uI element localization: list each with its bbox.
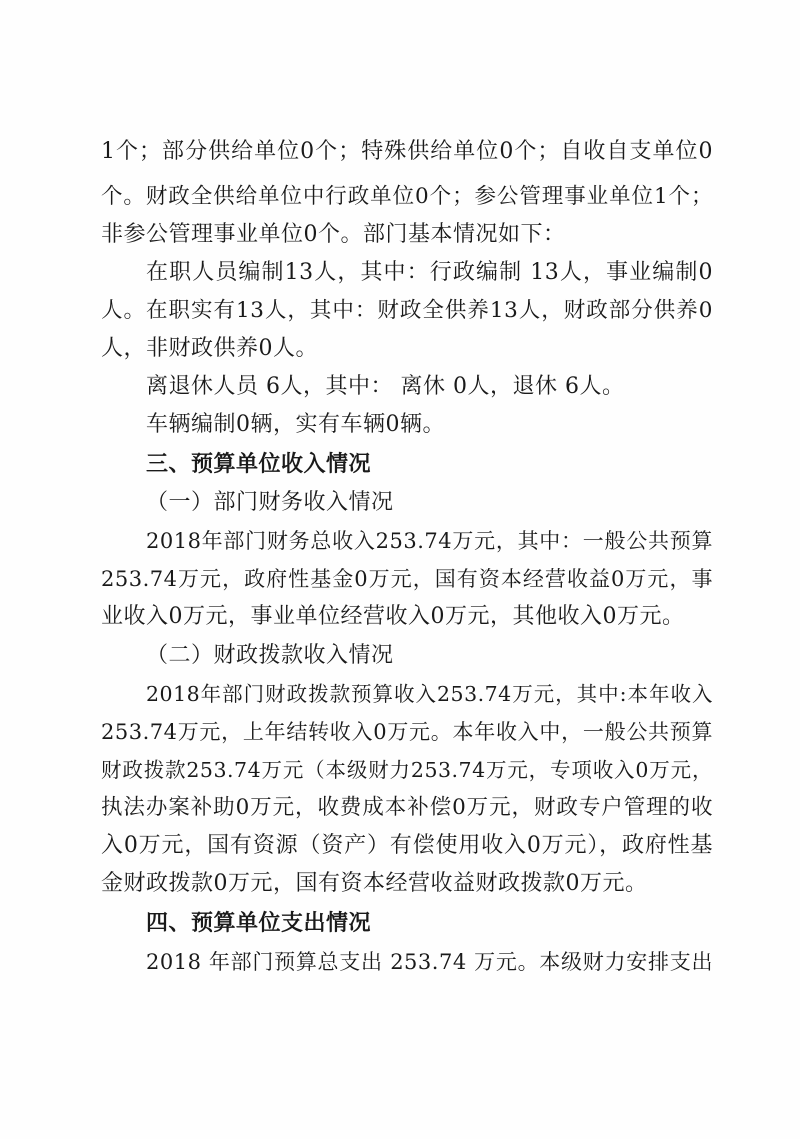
paragraph-line: 人，非财政供养0人。: [101, 336, 318, 361]
paragraph-line: 财政拨款253.74万元（本级财力253.74万元，专项收入0万元，: [101, 758, 713, 782]
paragraph-line: 车辆编制0辆，实有车辆0辆。: [146, 412, 445, 437]
paragraph-line: 1个；部分供给单位0个；特殊供给单位0个；自收自支单位0: [101, 139, 713, 164]
paragraph-line: 入0万元，国有资源（资产）有偿使用收入0万元），政府性基: [101, 833, 713, 858]
paragraph-line: 253.74万元，上年结转收入0万元。本年收入中，一般公共预算: [101, 720, 713, 744]
paragraph-line: 执法办案补助0万元，收费成本补偿0万元，财政专户管理的收: [101, 795, 713, 820]
paragraph-line: 人。在职实有13人，其中：财政全供养13人，财政部分供养0: [101, 298, 713, 323]
paragraph-line: 2018 年部门预算总支出 253.74 万元。本级财力安排支出: [146, 950, 713, 974]
paragraph-line: 2018年部门财政拨款预算收入253.74万元，其中:本年收入: [146, 682, 713, 706]
subsection-heading: （一）部门财务收入情况: [146, 490, 394, 515]
paragraph-line: 业收入0万元，事业单位经营收入0万元，其他收入0万元。: [101, 604, 685, 629]
paragraph-line: 253.74万元，政府性基金0万元，国有资本经营收益0万元，事: [101, 567, 713, 591]
subsection-heading: （二）财政拨款收入情况: [146, 643, 394, 668]
paragraph-line: 离退休人员 6人，其中： 离休 0人，退休 6人。: [146, 374, 625, 399]
paragraph-line: 在职人员编制13人，其中：行政编制 13人，事业编制0: [146, 260, 713, 285]
paragraph-line: 个。财政全供给单位中行政单位0个；参公管理事业单位1个；: [101, 184, 713, 209]
paragraph-line: 2018年部门财务总收入253.74万元，其中：一般公共预算: [146, 529, 713, 553]
paragraph-line: 非参公管理事业单位0个。部门基本情况如下：: [101, 222, 566, 247]
paragraph-line: 金财政拨款0万元，国有资本经营收益财政拨款0万元。: [101, 871, 648, 896]
section-heading-income: 三、预算单位收入情况: [146, 452, 372, 477]
section-heading-expenditure: 四、预算单位支出情况: [146, 911, 372, 936]
